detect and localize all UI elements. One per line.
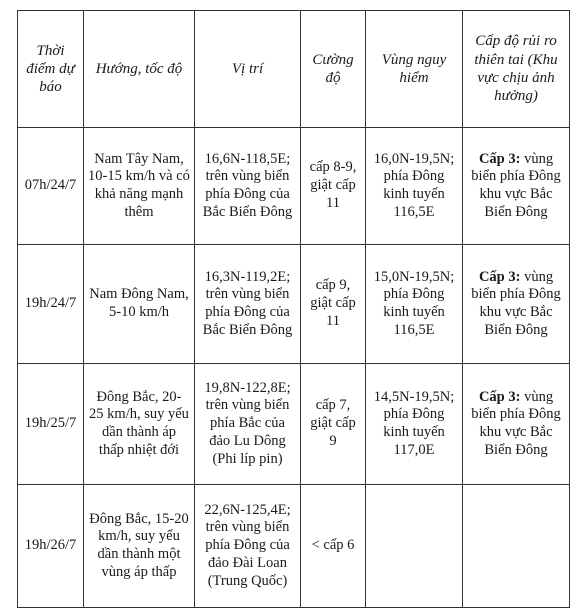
cell-risk (463, 128, 570, 245)
table-body (18, 128, 570, 608)
header-position: Vị trí (195, 11, 301, 128)
cell-risk (463, 364, 570, 485)
forecast-table (17, 10, 570, 608)
cell-direction: Nam Đông Nam, 5-10 km/h (84, 245, 195, 364)
cell-intensity: < cấp 6 (301, 485, 366, 608)
risk-area: vùng biển phía Đông khu vực Bắc Biển Đông (471, 268, 561, 338)
risk-area: vùng biển phía Đông khu vực Bắc Biển Đông (471, 388, 561, 458)
header-risk-level: Cấp độ rủi ro thiên tai (Khu vực chịu ảnh hưởng) (463, 11, 570, 128)
cell-risk (463, 485, 570, 608)
cell-time: 07h/24/7 (18, 128, 84, 245)
risk-area: vùng biển phía Đông khu vực Bắc Biển Đông (471, 150, 561, 220)
cell-direction: Đông Bắc, 20- 25 km/h, suy yếu dần thành áp thấp nhiệt đới (84, 364, 195, 485)
header-danger-zone: Vùng nguy hiểm (366, 11, 463, 128)
cell-time: 19h/26/7 (18, 485, 84, 608)
cell-danger-zone: 15,0N-19,5N; phía Đông kinh tuyến 116,5E (366, 245, 463, 364)
cell-intensity: cấp 7, giật cấp 9 (301, 364, 366, 485)
header-intensity: Cường độ (301, 11, 366, 128)
cell-danger-zone: 14,5N-19,5N; phía Đông kinh tuyến 117,0E (366, 364, 463, 485)
risk-level: Cấp 3: (478, 268, 521, 285)
cell-time: 19h/25/7 (18, 364, 84, 485)
table-row (18, 485, 570, 608)
cell-direction: Đông Bắc, 15-20 km/h, suy yếu dần thành một vùng áp thấp (84, 485, 195, 608)
cell-risk (463, 245, 570, 364)
cell-direction: Nam Tây Nam, 10-15 km/h và có khả năng mạnh thêm (84, 128, 195, 245)
risk-level: Cấp 3: (478, 388, 521, 405)
cell-intensity: cấp 9, giật cấp 11 (301, 245, 366, 364)
table-row (18, 364, 570, 485)
risk-level: Cấp 3: (478, 150, 521, 167)
table-row (18, 128, 570, 245)
cell-time: 19h/24/7 (18, 245, 84, 364)
cell-position: 19,8N-122,8E; trên vùng biển phía Bắc của đảo Lu Dông (Phi líp pin) (195, 364, 301, 485)
cell-position: 16,6N-118,5E; trên vùng biển phía Đông của Bắc Biển Đông (195, 128, 301, 245)
cell-danger-zone (366, 485, 463, 608)
header-row (18, 11, 570, 128)
header-direction: Hướng, tốc độ (84, 11, 195, 128)
table-header (18, 11, 570, 128)
table-row (18, 245, 570, 364)
header-time: Thời điểm dự báo (18, 11, 84, 128)
cell-position: 22,6N-125,4E; trên vùng biển phía Đông của đảo Đài Loan (Trung Quốc) (195, 485, 301, 608)
cell-danger-zone: 16,0N-19,5N; phía Đông kinh tuyến 116,5E (366, 128, 463, 245)
cell-intensity: cấp 8-9, giật cấp 11 (301, 128, 366, 245)
cell-position: 16,3N-119,2E; trên vùng biển phía Đông của Bắc Biển Đông (195, 245, 301, 364)
